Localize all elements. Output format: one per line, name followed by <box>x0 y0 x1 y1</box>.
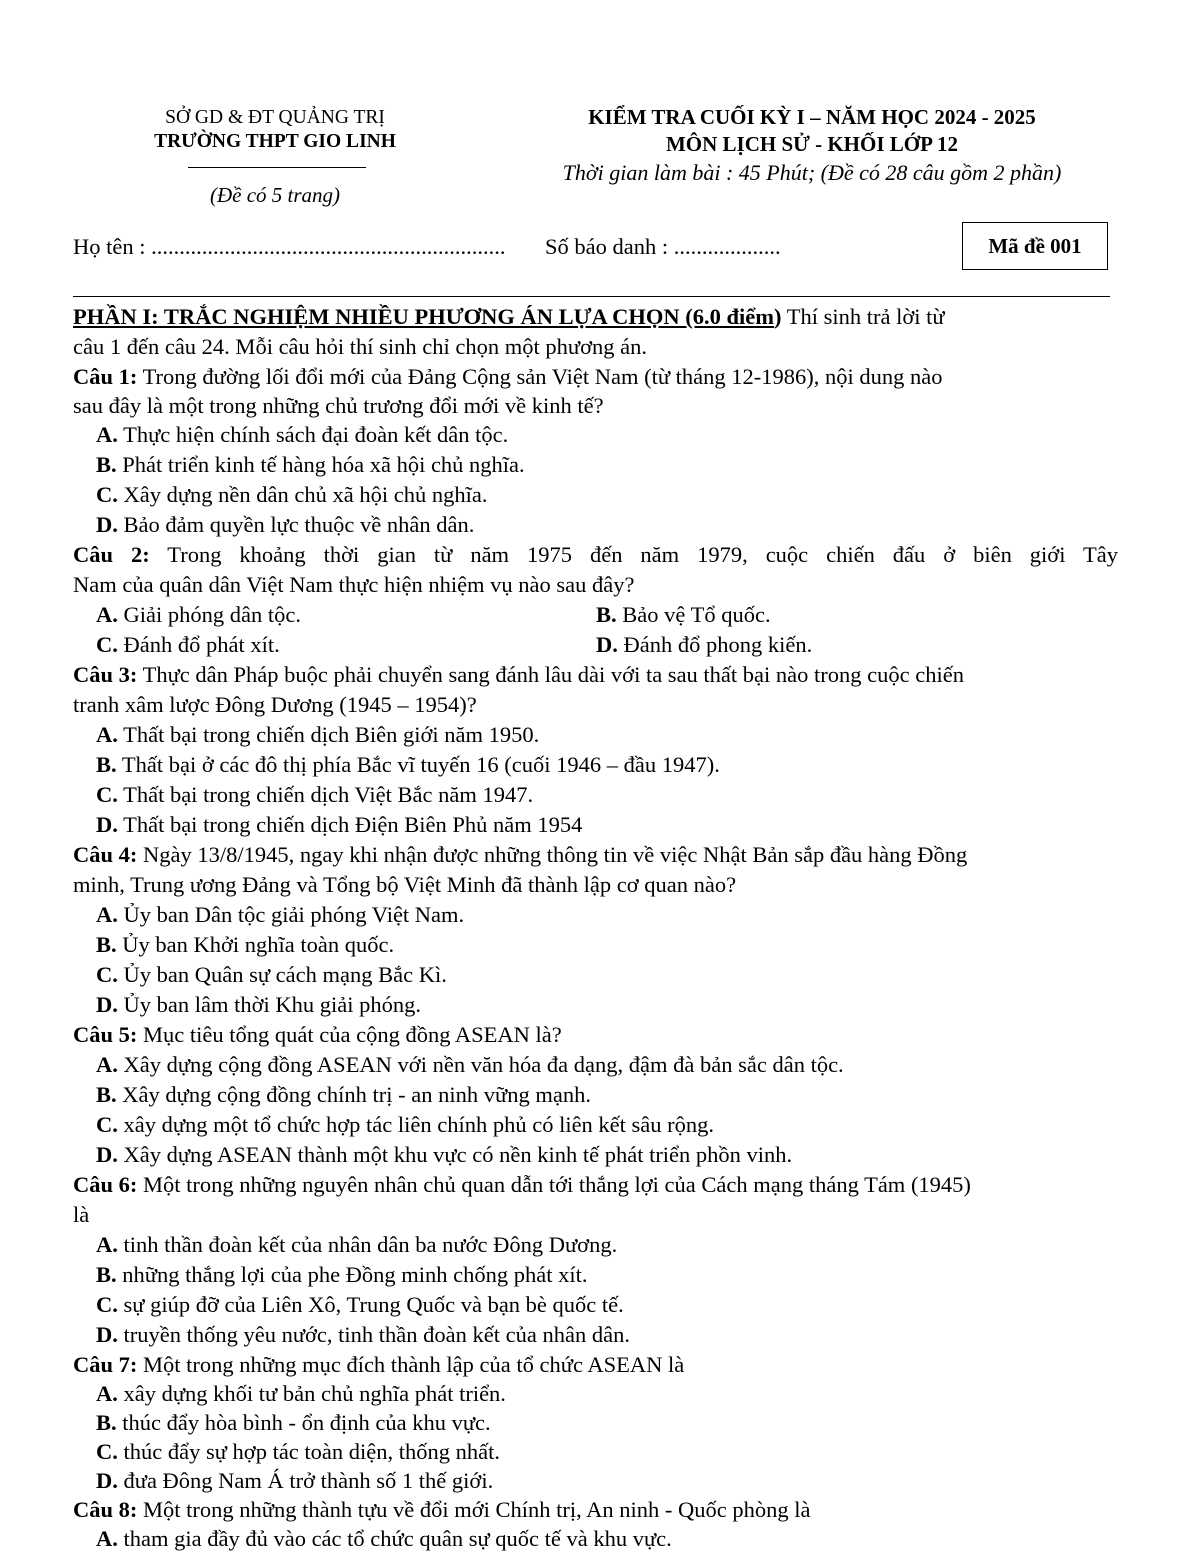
q1-option-a[interactable] <box>96 420 508 449</box>
option-key: A. <box>96 422 118 447</box>
q6-option-c[interactable] <box>96 1290 624 1319</box>
option-text: Thất bại ở các đô thị phía Bắc vĩ tuyến 16 (cuối 1946 – đầu 1947). <box>121 752 720 777</box>
q3-option-c[interactable] <box>96 780 533 809</box>
question-label: Câu 7: <box>73 1352 138 1377</box>
department-name: SỞ GD & ĐT QUẢNG TRỊ <box>165 107 385 128</box>
exam-code-box: Mã đề 001 <box>962 222 1108 270</box>
q8-option-a[interactable] <box>96 1524 672 1553</box>
question-text: Mục tiêu tổng quát của cộng đồng ASEAN là? <box>137 1022 562 1047</box>
option-text: Ủy ban Quân sự cách mạng Bắc Kì. <box>123 962 447 987</box>
option-key: C. <box>96 1112 118 1137</box>
section1-paren: ) <box>774 304 782 329</box>
section1-title: PHẦN I: TRẮC NGHIỆM NHIỀU PHƯƠNG ÁN LỰA CHỌN (6.0 điểm <box>73 304 775 329</box>
option-key: C. <box>96 962 118 987</box>
q3-option-b[interactable] <box>96 750 720 779</box>
page-count-note: (Đề có 5 trang) <box>209 183 341 207</box>
option-text: Đánh đổ phát xít. <box>123 632 280 657</box>
option-key: D. <box>96 1322 118 1347</box>
question-2-line2: Nam của quân dân Việt Nam thực hiện nhiệm vụ nào sau đây? <box>73 572 635 597</box>
q5-option-b[interactable] <box>96 1080 591 1109</box>
question-label: Câu 8: <box>73 1497 138 1522</box>
option-key: D. <box>96 1142 118 1167</box>
option-text: tinh thần đoàn kết của nhân dân ba nước Đông Dương. <box>123 1232 618 1257</box>
question-label: Câu 5: <box>73 1022 138 1047</box>
question-3-line2: tranh xâm lược Đông Dương (1945 – 1954)? <box>73 692 477 717</box>
option-key: A. <box>96 1052 118 1077</box>
q7-option-c[interactable] <box>96 1437 500 1466</box>
q2-option-b[interactable] <box>596 600 771 629</box>
option-text: Đánh đổ phong kiến. <box>623 632 813 657</box>
header-divider <box>188 167 366 168</box>
q1-option-c[interactable] <box>96 480 487 509</box>
question-text: Trong khoảng thời gian từ năm 1975 đến năm 1979, cuộc chiến đấu ở biên giới Tây <box>149 542 1118 567</box>
option-key: D. <box>96 812 118 837</box>
option-text: Thất bại trong chiến dịch Điện Biên Phủ năm 1954 <box>123 812 583 837</box>
question-5 <box>73 1020 562 1049</box>
option-key: B. <box>96 1262 117 1287</box>
option-text: đưa Đông Nam Á trở thành số 1 thế giới. <box>123 1468 494 1493</box>
question-7 <box>73 1350 684 1379</box>
option-key: D. <box>96 512 118 537</box>
q5-option-c[interactable] <box>96 1110 714 1139</box>
question-2 <box>73 540 1118 569</box>
section1-intro: Thí sinh trả lời từ <box>781 304 945 329</box>
question-label: Câu 4: <box>73 842 138 867</box>
option-text: Thực hiện chính sách đại đoàn kết dân tộc. <box>123 422 509 447</box>
option-key: A. <box>96 902 118 927</box>
option-text: Xây dựng cộng đồng chính trị - an ninh vững mạnh. <box>122 1082 591 1107</box>
q2-option-a[interactable] <box>96 600 301 629</box>
option-key: C. <box>96 782 118 807</box>
option-key: A. <box>96 722 118 747</box>
option-text: Bảo vệ Tổ quốc. <box>622 602 771 627</box>
q7-option-d[interactable] <box>96 1466 493 1495</box>
section-divider <box>73 296 1110 297</box>
q7-option-b[interactable] <box>96 1408 491 1437</box>
question-8 <box>73 1495 811 1524</box>
student-id-field[interactable]: Số báo danh : ................... <box>545 234 781 259</box>
option-text: thúc đẩy hòa bình - ổn định của khu vực. <box>122 1410 491 1435</box>
question-label: Câu 6: <box>73 1172 138 1197</box>
option-text: truyền thống yêu nước, tinh thần đoàn kết của nhân dân. <box>123 1322 630 1347</box>
q7-option-a[interactable] <box>96 1379 506 1408</box>
exam-time-note: Thời gian làm bài : 45 Phút; (Đề có 28 câu gồm 2 phần) <box>562 160 1062 185</box>
question-3 <box>73 660 964 689</box>
option-text: Ủy ban Khởi nghĩa toàn quốc. <box>122 932 395 957</box>
option-text: Xây dựng nền dân chủ xã hội chủ nghĩa. <box>123 482 488 507</box>
option-text: Giải phóng dân tộc. <box>123 602 301 627</box>
q3-option-a[interactable] <box>96 720 539 749</box>
option-text: Thất bại trong chiến dịch Việt Bắc năm 1947. <box>123 782 534 807</box>
option-key: A. <box>96 1232 118 1257</box>
exam-title-line1: KIỂM TRA CUỐI KỲ I – NĂM HỌC 2024 - 2025 <box>588 105 1036 129</box>
q4-option-a[interactable] <box>96 900 464 929</box>
question-label: Câu 1: <box>73 364 138 389</box>
q2-option-d[interactable] <box>596 630 812 659</box>
option-text: những thắng lợi của phe Đồng minh chống phát xít. <box>122 1262 588 1287</box>
option-key: D. <box>596 632 618 657</box>
question-6-line2: là <box>73 1202 90 1227</box>
option-text: Xây dựng ASEAN thành một khu vực có nền kinh tế phát triển phồn vinh. <box>123 1142 793 1167</box>
question-text: Trong đường lối đổi mới của Đảng Cộng sản Việt Nam (từ tháng 12-1986), nội dung nào <box>137 364 943 389</box>
option-text: Xây dựng cộng đồng ASEAN với nền văn hóa đa dạng, đậm đà bản sắc dân tộc. <box>123 1052 844 1077</box>
option-key: B. <box>96 452 117 477</box>
question-label: Câu 3: <box>73 662 138 687</box>
question-text: Thực dân Pháp buộc phải chuyển sang đánh lâu dài với ta sau thất bại nào trong cuộc chiến <box>137 662 964 687</box>
option-key: B. <box>96 752 117 777</box>
option-text: Thất bại trong chiến dịch Biên giới năm 1950. <box>123 722 540 747</box>
q1-option-d[interactable] <box>96 510 474 539</box>
section1-heading <box>73 302 945 331</box>
option-text: Ủy ban lâm thời Khu giải phóng. <box>123 992 421 1017</box>
q1-option-b[interactable] <box>96 450 525 479</box>
option-key: A. <box>96 1381 118 1406</box>
option-key: B. <box>596 602 617 627</box>
q5-option-a[interactable] <box>96 1050 844 1079</box>
q6-option-a[interactable] <box>96 1230 617 1259</box>
option-text: xây dựng một tổ chức hợp tác liên chính phủ có liên kết sâu rộng. <box>123 1112 715 1137</box>
option-key: B. <box>96 932 117 957</box>
school-header <box>140 106 410 154</box>
question-4-line2: minh, Trung ương Đảng và Tổng bộ Việt Minh đã thành lập cơ quan nào? <box>73 872 737 897</box>
option-key: B. <box>96 1410 117 1435</box>
option-key: A. <box>96 1526 118 1551</box>
question-label: Câu 2: <box>73 542 150 567</box>
q6-option-b[interactable] <box>96 1260 588 1289</box>
q4-option-c[interactable] <box>96 960 447 989</box>
option-key: B. <box>96 1082 117 1107</box>
q3-option-d[interactable] <box>96 810 582 839</box>
exam-title-line2: MÔN LỊCH SỬ - KHỐI LỚP 12 <box>665 132 959 156</box>
option-text: Phát triển kinh tế hàng hóa xã hội chủ nghĩa. <box>122 452 525 477</box>
question-text: Ngày 13/8/1945, ngay khi nhận được những thông tin về việc Nhật Bản sắp đầu hàng Đồng <box>137 842 968 867</box>
option-key: C. <box>96 1439 118 1464</box>
q2-option-c[interactable] <box>96 630 280 659</box>
option-text: Ủy ban Dân tộc giải phóng Việt Nam. <box>123 902 465 927</box>
option-text: sự giúp đỡ của Liên Xô, Trung Quốc và bạn bè quốc tế. <box>123 1292 624 1317</box>
option-key: A. <box>96 602 118 627</box>
q5-option-d[interactable] <box>96 1140 792 1169</box>
school-name: TRƯỜNG THPT GIO LINH <box>154 131 396 152</box>
student-name-field[interactable]: Họ tên : ............................................................... <box>73 234 506 259</box>
question-text: Một trong những nguyên nhân chủ quan dẫn tới thắng lợi của Cách mạng tháng Tám (1945) <box>137 1172 971 1197</box>
option-text: Bảo đảm quyền lực thuộc về nhân dân. <box>123 512 475 537</box>
option-key: C. <box>96 1292 118 1317</box>
option-text: xây dựng khối tư bản chủ nghĩa phát triển. <box>123 1381 506 1406</box>
question-6 <box>73 1170 971 1199</box>
question-1 <box>73 362 943 391</box>
q6-option-d[interactable] <box>96 1320 630 1349</box>
question-1-line2: sau đây là một trong những chủ trương đổi mới về kinh tế? <box>73 393 604 418</box>
question-text: Một trong những mục đích thành lập của tổ chức ASEAN là <box>137 1352 685 1377</box>
q4-option-b[interactable] <box>96 930 394 959</box>
option-text: tham gia đầy đủ vào các tổ chức quân sự quốc tế và khu vực. <box>123 1526 672 1551</box>
option-text: thúc đẩy sự hợp tác toàn diện, thống nhất. <box>123 1439 501 1464</box>
option-key: D. <box>96 1468 118 1493</box>
option-key: D. <box>96 992 118 1017</box>
q4-option-d[interactable] <box>96 990 421 1019</box>
question-text: Một trong những thành tựu về đổi mới Chính trị, An ninh - Quốc phòng là <box>137 1497 811 1522</box>
option-key: C. <box>96 632 118 657</box>
question-4 <box>73 840 967 869</box>
option-key: C. <box>96 482 118 507</box>
exam-title <box>510 104 1114 158</box>
section1-intro-line2: câu 1 đến câu 24. Mỗi câu hỏi thí sinh chỉ chọn một phương án. <box>73 334 647 359</box>
